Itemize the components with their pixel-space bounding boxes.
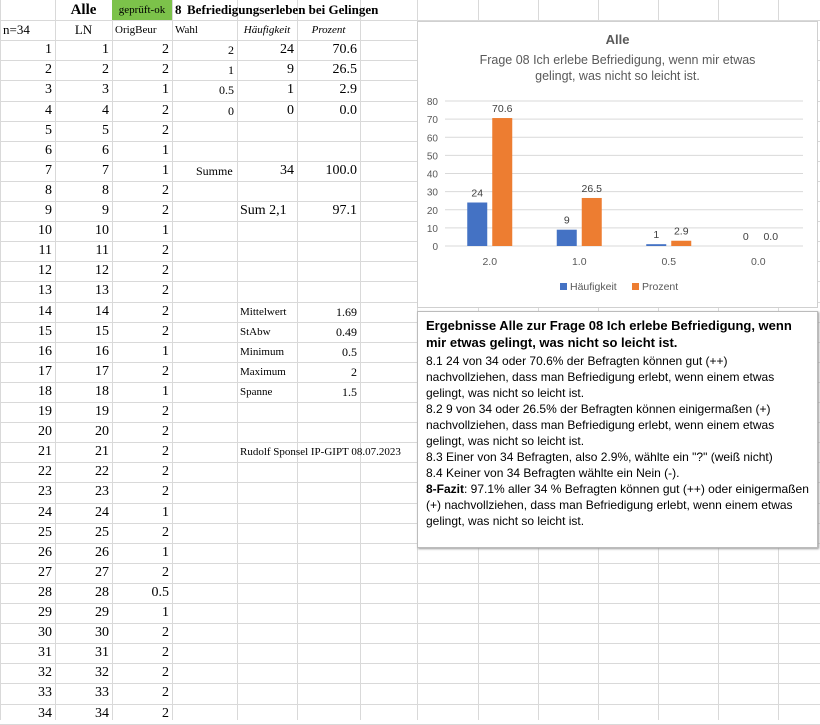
status-badge[interactable]: geprüft-ok [112, 0, 172, 20]
header-alle[interactable]: Alle [70, 2, 97, 18]
legend-label: Häufigkeit [570, 281, 617, 293]
prozent-header[interactable]: Prozent [311, 24, 346, 36]
row-number[interactable]: 8 [45, 183, 52, 198]
ln-cell[interactable]: 32 [95, 665, 109, 680]
row-number[interactable]: 14 [38, 304, 52, 319]
results-textbox[interactable] [417, 311, 818, 548]
row-number[interactable]: 18 [38, 384, 52, 399]
ln-cell[interactable]: 17 [95, 364, 109, 379]
row-number[interactable]: 28 [38, 585, 52, 600]
ln-cell[interactable]: 4 [102, 103, 109, 118]
data-label: 0.0 [763, 231, 779, 243]
ln-cell[interactable]: 22 [95, 464, 109, 479]
origbeur-cell[interactable]: 1 [162, 223, 169, 238]
ln-cell[interactable]: 13 [95, 283, 109, 298]
wahl-header[interactable]: Wahl [175, 24, 198, 36]
stat-label[interactable]: Maximum [240, 366, 286, 378]
y-tick-label: 40 [426, 169, 438, 181]
ln-cell[interactable]: 31 [95, 645, 109, 660]
stat-value[interactable]: 0.49 [336, 325, 357, 339]
result-8-2: 8.2 9 von 34 oder 26.5% der Befragten können einigermaßen (+) nachvollziehen, dass man Befriedigung erlebt, wenn einem etwas gelingt, was nicht so leicht ist. [426, 402, 775, 448]
ln-cell[interactable]: 9 [102, 203, 109, 218]
row-number[interactable]: 21 [38, 444, 52, 459]
ln-cell[interactable]: 30 [95, 625, 109, 640]
summe-count[interactable]: 34 [280, 163, 294, 178]
row-number[interactable]: 34 [38, 706, 52, 721]
row-number[interactable]: 22 [38, 464, 52, 479]
origbeur-cell[interactable]: 2 [162, 464, 169, 479]
question-title[interactable]: Befriedigungserleben bei Gelingen [187, 2, 379, 17]
stat-value[interactable]: 2 [351, 365, 357, 379]
legend-label: Prozent [642, 281, 679, 293]
ln-cell[interactable]: 19 [95, 404, 109, 419]
origbeur-cell[interactable]: 1 [162, 163, 169, 178]
row-number[interactable]: 12 [38, 263, 52, 278]
ln-cell[interactable]: 27 [95, 565, 109, 580]
origbeur-cell[interactable]: 2 [162, 42, 169, 57]
y-tick-label: 50 [426, 151, 438, 163]
legend-swatch [632, 283, 639, 290]
row-number[interactable]: 25 [38, 525, 52, 540]
ln-cell[interactable]: 7 [102, 163, 109, 178]
origbeur-cell[interactable]: 1 [162, 605, 169, 620]
fazit-label: 8-Fazit [426, 482, 465, 496]
ln-cell[interactable]: 2 [102, 62, 109, 77]
origbeur-cell[interactable]: 2 [162, 123, 169, 138]
origbeur-cell[interactable]: 2 [162, 645, 169, 660]
result-fazit [426, 481, 809, 529]
haeufigkeit-cell[interactable]: 0 [287, 103, 294, 118]
data-label: 24 [471, 187, 484, 200]
wahl-cell[interactable]: 1 [228, 63, 234, 77]
row-number[interactable]: 29 [38, 605, 52, 620]
prozent-cell[interactable]: 26.5 [332, 62, 357, 77]
row-number[interactable]: 3 [45, 82, 52, 97]
ln-cell[interactable]: 26 [95, 545, 109, 560]
haeufigkeit-header[interactable]: Häufigkeit [243, 24, 291, 36]
y-tick-label: 70 [426, 115, 438, 127]
n-label[interactable]: n=34 [3, 22, 30, 37]
sum21-value[interactable]: 97.1 [332, 203, 357, 218]
stat-label[interactable]: Minimum [240, 346, 285, 358]
origbeur-cell[interactable]: 1 [162, 143, 169, 158]
x-tick-label: 1.0 [571, 256, 587, 268]
row-number[interactable]: 11 [38, 243, 52, 258]
data-label: 9 [563, 214, 570, 227]
ln-cell[interactable]: 12 [95, 263, 109, 278]
row-number[interactable]: 24 [38, 505, 52, 520]
origbeur-cell[interactable]: 2 [162, 525, 169, 540]
row-number[interactable]: 15 [38, 324, 52, 339]
row-number[interactable]: 23 [38, 484, 52, 499]
summe-percent[interactable]: 100.0 [325, 163, 357, 178]
origbeur-cell[interactable]: 2 [162, 103, 169, 118]
bar-prozent [492, 118, 512, 246]
origbeur-cell[interactable]: 2 [162, 263, 169, 278]
author-credit[interactable]: Rudolf Sponsel IP-GIPT 08.07.2023 [240, 446, 401, 458]
fazit-text: : 97.1% aller 34 % Befragten können gut (++) oder einigermaßen (+) nachvollziehen, dass man Befriedigung erlebt, wenn einem etwas gelingt, was nicht so leicht ist. [426, 482, 809, 528]
ln-cell[interactable]: 18 [95, 384, 109, 399]
legend-swatch [560, 283, 567, 290]
origbeur-cell[interactable]: 0.5 [151, 585, 169, 600]
row-number[interactable]: 13 [38, 283, 52, 298]
results-title: Ergebnisse Alle zur Frage 08 Ich erlebe Befriedigung, wenn mir etwas gelingt, was nicht so leicht ist. [426, 318, 792, 350]
row-number[interactable]: 26 [38, 545, 52, 560]
stat-value[interactable]: 1.69 [336, 305, 357, 319]
origbeur-cell[interactable]: 2 [162, 444, 169, 459]
row-number[interactable]: 4 [45, 103, 52, 118]
ln-cell[interactable]: 1 [102, 42, 109, 57]
row-number[interactable]: 20 [38, 424, 52, 439]
origbeur-cell[interactable]: 1 [162, 384, 169, 399]
origbeur-cell[interactable]: 2 [162, 243, 169, 258]
stat-label[interactable]: StAbw [240, 326, 271, 338]
data-label: 0 [742, 231, 749, 243]
row-number[interactable]: 27 [38, 565, 52, 580]
stat-label[interactable]: Mittelwert [240, 306, 287, 318]
ln-cell[interactable]: 8 [102, 183, 109, 198]
bar-chart[interactable] [417, 21, 818, 308]
bar-häufigkeit [646, 244, 666, 246]
ln-cell[interactable]: 25 [95, 525, 109, 540]
origbeur-cell[interactable]: 1 [162, 505, 169, 520]
result-8-1: 8.1 24 von 34 oder 70.6% der Befragten können gut (++) nachvollziehen, dass man Befriedigung erlebt, wenn einem etwas gelingt, was nicht so leicht ist. [426, 354, 775, 400]
row-number[interactable]: 19 [38, 404, 52, 419]
ln-cell[interactable]: 34 [95, 706, 109, 721]
origbeur-cell[interactable]: 1 [162, 82, 169, 97]
origbeur-cell[interactable]: 2 [162, 424, 169, 439]
row-number[interactable]: 10 [38, 223, 52, 238]
prozent-cell[interactable]: 70.6 [332, 42, 357, 57]
row-number[interactable]: 32 [38, 665, 52, 680]
y-tick-label: 80 [426, 97, 438, 108]
origbeur-cell[interactable]: 1 [162, 545, 169, 560]
ln-cell[interactable]: 11 [95, 243, 109, 258]
prozent-cell[interactable]: 0.0 [339, 103, 357, 118]
y-tick-label: 0 [432, 242, 438, 253]
chart-svg [418, 22, 817, 307]
question-number[interactable]: 8 [175, 2, 182, 17]
data-label: 2.9 [673, 225, 689, 238]
bar-prozent [671, 241, 691, 246]
haeufigkeit-cell[interactable]: 24 [280, 42, 294, 57]
stat-value[interactable]: 1.5 [342, 385, 357, 399]
y-tick-label: 20 [426, 205, 438, 217]
origbeur-cell[interactable]: 2 [162, 685, 169, 700]
origbeur-cell[interactable]: 2 [162, 404, 169, 419]
row-number[interactable]: 9 [45, 203, 52, 218]
origbeur-cell[interactable]: 2 [162, 625, 169, 640]
chart-subtitle-line1: Frage 08 Ich erlebe Befriedigung, wenn mir etwas [479, 53, 756, 67]
chart-subtitle-line2: gelingt, was nicht so leicht ist. [535, 69, 700, 83]
x-tick-label: 0.0 [750, 256, 766, 268]
row-number[interactable]: 30 [38, 625, 52, 640]
ln-cell[interactable]: 23 [95, 484, 109, 499]
ln-cell[interactable]: 28 [95, 585, 109, 600]
origbeur-header[interactable]: OrigBeur [115, 24, 157, 36]
row-number[interactable]: 16 [38, 344, 52, 359]
data-label: 26.5 [581, 182, 602, 195]
data-label: 70.6 [492, 103, 513, 116]
y-tick-label: 10 [426, 223, 438, 235]
wahl-cell[interactable]: 0.5 [219, 83, 234, 97]
origbeur-cell[interactable]: 2 [162, 183, 169, 198]
bar-häufigkeit [467, 203, 487, 247]
ln-cell[interactable]: 24 [95, 505, 109, 520]
ln-cell[interactable]: 33 [95, 685, 109, 700]
x-tick-label: 2.0 [482, 256, 498, 268]
y-tick-label: 30 [426, 187, 438, 199]
wahl-cell[interactable]: 0 [228, 104, 234, 118]
row-number[interactable]: 17 [38, 364, 52, 379]
result-8-3: 8.3 Einer von 34 Befragten, also 2.9%, wählte ein "?" (weiß nicht) [426, 450, 773, 464]
prozent-cell[interactable]: 2.9 [339, 82, 357, 97]
ln-cell[interactable]: 6 [102, 143, 109, 158]
origbeur-cell[interactable]: 2 [162, 324, 169, 339]
ln-header[interactable]: LN [74, 22, 93, 37]
row-number[interactable]: 31 [38, 645, 52, 660]
chart-title: Alle [605, 32, 630, 47]
bar-häufigkeit [557, 230, 577, 246]
ln-cell[interactable]: 16 [95, 344, 109, 359]
row-number[interactable]: 7 [45, 163, 52, 178]
ln-cell[interactable]: 3 [102, 82, 109, 97]
row-number[interactable]: 6 [45, 143, 52, 158]
origbeur-cell[interactable]: 2 [162, 484, 169, 499]
ln-cell[interactable]: 10 [95, 223, 109, 238]
x-tick-label: 0.5 [661, 256, 677, 268]
data-label: 1 [653, 229, 660, 242]
origbeur-cell[interactable]: 2 [162, 62, 169, 77]
y-tick-label: 60 [426, 133, 438, 145]
haeufigkeit-cell[interactable]: 9 [287, 62, 294, 77]
row-number[interactable]: 2 [45, 62, 52, 77]
ln-cell[interactable]: 21 [95, 444, 109, 459]
grid-line-vertical [360, 0, 361, 720]
ln-cell[interactable]: 20 [95, 424, 109, 439]
origbeur-cell[interactable]: 1 [162, 344, 169, 359]
sum21-label[interactable]: Sum 2,1 [240, 203, 287, 218]
ln-cell[interactable]: 5 [102, 123, 109, 138]
ln-cell[interactable]: 14 [95, 304, 109, 319]
stat-value[interactable]: 0.5 [342, 345, 357, 359]
origbeur-cell[interactable]: 2 [162, 203, 169, 218]
summe-label[interactable]: Summe [196, 164, 233, 178]
row-number[interactable]: 5 [45, 123, 52, 138]
ln-cell[interactable]: 29 [95, 605, 109, 620]
origbeur-cell[interactable]: 2 [162, 665, 169, 680]
ln-cell[interactable]: 15 [95, 324, 109, 339]
origbeur-cell[interactable]: 2 [162, 283, 169, 298]
result-8-4: 8.4 Keiner von 34 Befragten wählte ein Nein (-). [426, 466, 680, 480]
bar-prozent [582, 198, 602, 246]
origbeur-cell[interactable]: 2 [162, 565, 169, 580]
origbeur-cell[interactable]: 2 [162, 706, 169, 721]
row-number[interactable]: 33 [38, 685, 52, 700]
row-number[interactable]: 1 [45, 42, 52, 57]
origbeur-cell[interactable]: 2 [162, 304, 169, 319]
wahl-cell[interactable]: 2 [228, 43, 234, 57]
haeufigkeit-cell[interactable]: 1 [287, 82, 294, 97]
stat-label[interactable]: Spanne [240, 386, 273, 398]
origbeur-cell[interactable]: 2 [162, 364, 169, 379]
